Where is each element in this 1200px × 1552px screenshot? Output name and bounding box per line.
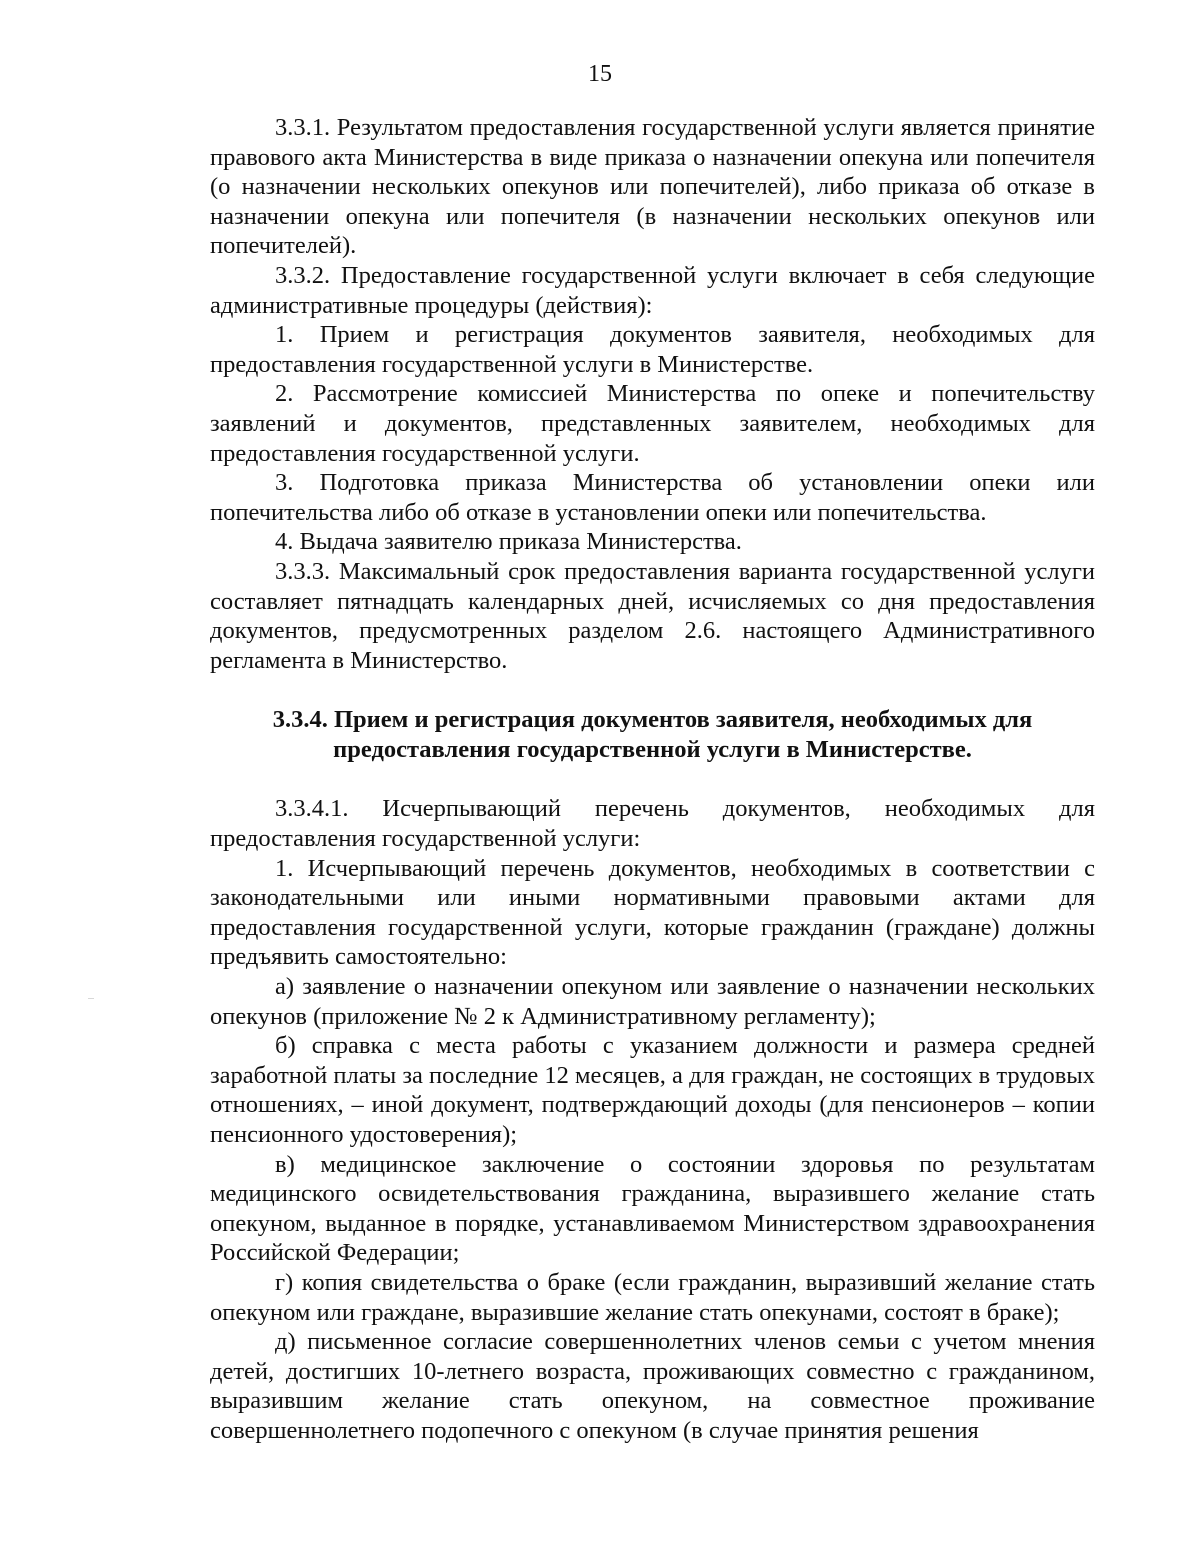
paragraph-3-3-4-1: 3.3.4.1. Исчерпывающий перечень документов, необходимых для предоставления государственной услуги:	[210, 795, 1095, 853]
paragraph-3-3-3: 3.3.3. Максимальный срок предоставления варианта государственной услуги составляет пятнадцать календарных дней, исчисляемых со дня предоставления документов, предусмотренных разделом 2.6. настоящего Административного регламента в Министерство.	[210, 557, 1095, 674]
document-list-intro: 1. Исчерпывающий перечень документов, необходимых в соответствии с законодательными или иными нормативными правовыми актами для предоставления государственной услуги, которые гражданин (граждане) должны предъявить самостоятельно:	[210, 854, 1095, 971]
procedure-item-2: 2. Рассмотрение комиссией Министерства по опеке и попечительству заявлений и документов, представленных заявителем, необходимых для предоставления государственной услуги.	[210, 380, 1095, 467]
paragraph-3-3-1: 3.3.1. Результатом предоставления государственной услуги является принятие правового акта Министерства в виде приказа о назначении опекуна или попечителя (о назначении нескольких опекунов или попечителей), либо приказа об отказе в назначении опекуна или попечителя (в назначении нескольких опекунов или попечителей).	[210, 114, 1095, 260]
document-item-d: д) письменное согласие совершеннолетних членов семьи с учетом мнения детей, достигших 10-летнего возраста, проживающих совместно с гражданином, выразившим желание стать опекуном, на совместное проживание совершеннолетнего подопечного с опекуном (в случае принятия решения	[210, 1328, 1095, 1444]
page-number: 15	[588, 61, 612, 87]
paragraph-3-3-2: 3.3.2. Предоставление государственной услуги включает в себя следующие административные процедуры (действия):	[210, 261, 1095, 319]
document-item-a: а) заявление о назначении опекуном или заявление о назначении нескольких опекунов (приложение № 2 к Административному регламенту);	[210, 973, 1095, 1030]
document-item-v: в) медицинское заключение о состоянии здоровья по результатам медицинского освидетельствования гражданина, выразившего желание стать опекуном, выданное в порядке, устанавливаемом Министерством здравоохранения Российской Федерации;	[210, 1150, 1095, 1267]
margin-mark	[88, 998, 94, 999]
procedure-item-4: 4. Выдача заявителю приказа Министерства.	[275, 528, 742, 556]
document-item-b: б) справка с места работы с указанием должности и размера средней заработной платы за последние 12 месяцев, а для граждан, не состоящих в трудовых отношениях, – иной документ, подтверждающий доходы (для пенсионеров – копии пенсионного удостоверения);	[210, 1032, 1095, 1148]
document-body	[210, 113, 1095, 1446]
section-spacer	[210, 764, 1095, 794]
section-heading: 3.3.4. Прием и регистрация документов заявителя, необходимых для предоставления государственной услуги в Министерстве.	[272, 706, 1033, 763]
procedure-item-1: 1. Прием и регистрация документов заявителя, необходимых для предоставления государственной услуги в Министерстве.	[210, 321, 1095, 378]
procedure-item-3: 3. Подготовка приказа Министерства об установлении опеки или попечительства либо об отказе в установлении опеки или попечительства.	[210, 469, 1095, 526]
document-item-g: г) копия свидетельства о браке (если гражданин, выразивший желание стать опекуном или граждане, выразившие желание стать опекунами, состоят в браке);	[210, 1268, 1095, 1326]
section-spacer	[210, 675, 1095, 705]
